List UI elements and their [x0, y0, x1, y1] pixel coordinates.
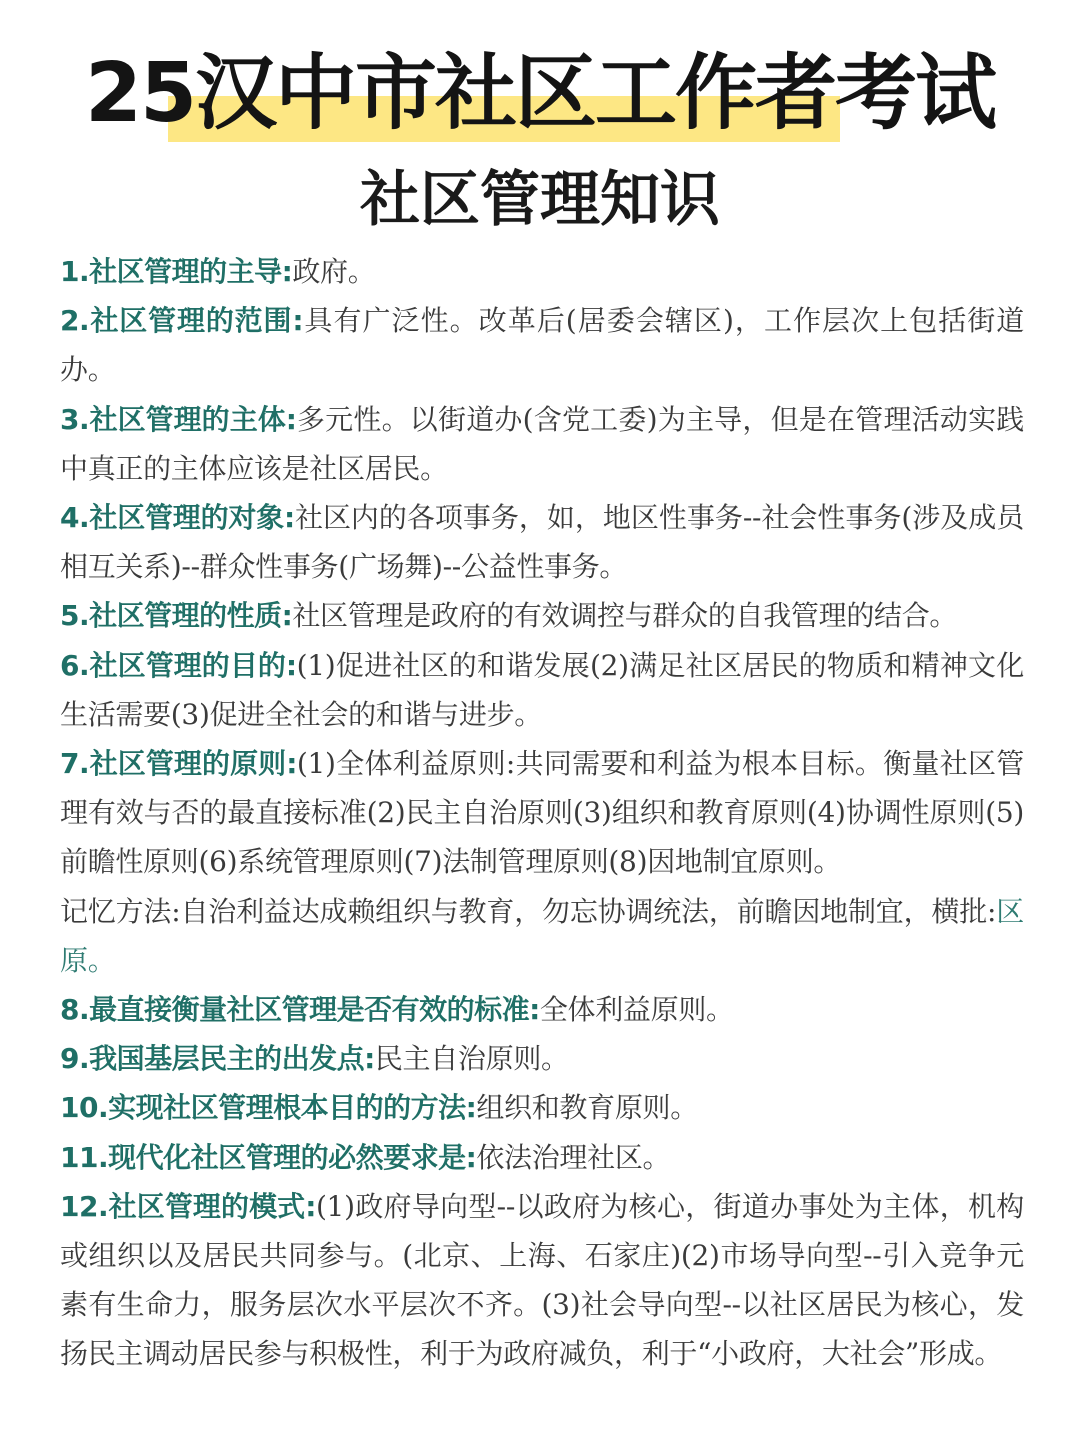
item-text: 政府。 — [292, 255, 376, 288]
list-item — [60, 395, 1024, 493]
item-label: 12.社区管理的模式: — [60, 1189, 316, 1223]
item-text: (1)全体利益原则:共同需要和利益为根本目标。衡量社区管理有效与否的最直接标准(2)民主自治原则(3)组织和教育原则(4)协调性原则(5)前瞻性原则(6)系统管理原则(7)法制管理原则(8)因地制宜原则。 — [60, 747, 1024, 879]
list-item — [60, 739, 1024, 887]
item-text: (1)政府导向型--以政府为核心，街道办事处为主体，机构或组织以及居民共同参与。(北京、上海、石家庄)(2)市场导向型--引入竞争元素有生命力，服务层次水平层次不齐。(3)社会导向型--以社区居民为核心，发扬民主调动居民参与积极性，利于为政府减负，利于“小政府，大社会”形成。 — [60, 1189, 1024, 1371]
item-text: 多元性。以街道办(含党工委)为主导，但是在管理活动实践中真正的主体应该是社区居民。 — [60, 402, 1024, 485]
list-item — [60, 1083, 1024, 1132]
knowledge-list — [60, 247, 1024, 1379]
item-text: 组织和教育原则。 — [476, 1091, 698, 1125]
list-item — [60, 641, 1024, 739]
list-item — [60, 591, 1024, 640]
list-item — [60, 296, 1024, 394]
page-subtitle: 社区管理知识 — [360, 165, 720, 235]
title-container — [0, 44, 1080, 144]
item-label: 7.社区管理的原则: — [60, 747, 297, 781]
memory-tip-text: 记忆方法:自治利益达成赖组织与教育，勿忘协调统法，前瞻因地制宜，横批: — [60, 894, 997, 928]
item-label: 8.最直接衡量社区管理是否有效的标准: — [60, 993, 540, 1027]
item-text: 民主自治原则。 — [374, 1042, 569, 1076]
item-text: 具有广泛性。改革后(居委会辖区)，工作层次上包括街道办。 — [60, 304, 1024, 387]
list-item — [60, 1034, 1024, 1083]
item-label: 1.社区管理的主导: — [60, 255, 293, 288]
list-item — [60, 985, 1024, 1034]
item-text: 社区内的各项事务，如，地区性事务--社会性事务(涉及成员相互关系)--群众性事务(广场舞)--公益性事务。 — [60, 501, 1024, 584]
item-text: 社区管理是政府的有效调控与群众的自我管理的结合。 — [292, 599, 958, 633]
item-text: 全体利益原则。 — [539, 993, 734, 1027]
list-item — [60, 1182, 1024, 1379]
list-item — [60, 1133, 1024, 1182]
item-label: 6.社区管理的目的: — [60, 648, 297, 682]
list-item — [60, 493, 1024, 591]
item-label: 5.社区管理的性质: — [60, 599, 293, 633]
item-label: 11.现代化社区管理的必然要求是: — [60, 1140, 477, 1174]
item-text: 依法治理社区。 — [476, 1140, 671, 1174]
page-title: 25汉中市社区工作者考试 — [84, 46, 996, 141]
item-label: 9.我国基层民主的出发点: — [60, 1042, 375, 1076]
item-label: 4.社区管理的对象: — [60, 501, 295, 535]
memory-tip-tail: 区原。 — [60, 894, 1024, 977]
list-item — [60, 247, 1024, 296]
item-label: 10.实现社区管理根本目的的方法: — [60, 1091, 477, 1125]
memory-tip — [60, 887, 1024, 985]
item-label: 2.社区管理的范围: — [60, 304, 304, 338]
item-label: 3.社区管理的主体: — [60, 402, 297, 436]
item-text: (1)促进社区的和谐发展(2)满足社区居民的物质和精神文化生活需要(3)促进全社会的和谐与进步。 — [60, 648, 1024, 731]
